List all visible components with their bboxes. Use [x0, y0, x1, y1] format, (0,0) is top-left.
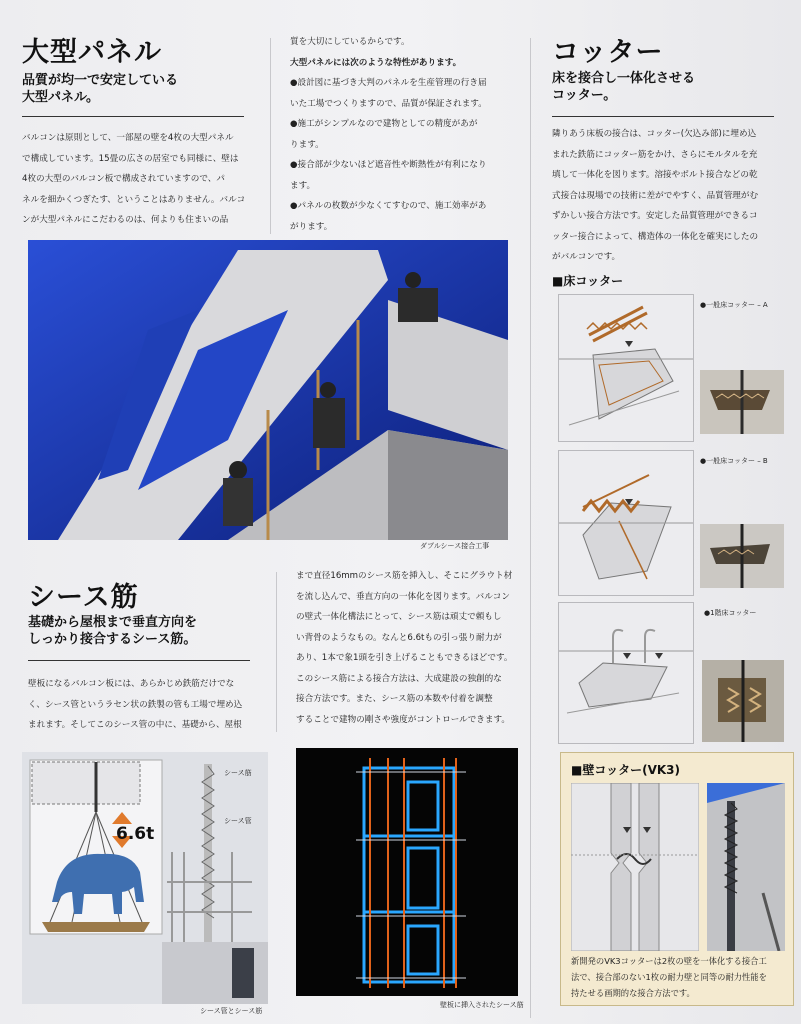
- section-title-panel: 大型パネル: [22, 37, 162, 68]
- floor-cotter-b-label: ●一般床コッター – B: [700, 457, 768, 465]
- column-divider: [270, 38, 271, 234]
- wall-cotter-diagram: [571, 783, 699, 951]
- wall-cotter-text: 新開発のVK3コッターは2枚の壁を一体化する接合工 法で、接合部のない1枚の耐力壁と同等の耐力性能を 持たせる画期的な接合方法です。: [571, 956, 767, 998]
- sheath-caption-left: シース管とシース筋: [200, 1007, 263, 1015]
- section-title-cotter: コッター: [552, 37, 664, 68]
- floor-cotter-b-photo: [700, 524, 784, 588]
- wall-cotter-panel: [560, 752, 794, 1006]
- divider: [28, 660, 250, 661]
- panel-features-text: 質を大切にしているからです。 大型パネルには次のような特性があります。 ●設計図に基づき大判のパネルを生産管理の行き届 いた工場でつくりますので、品質が保証されます。 ●施工がシンプルなので建物としての精度があが ります。 ●接合部が少ないほど遮音性や断熱性が有利になり ます。 ●パネルの枚数が少なくてすむので、施工効率があ がります。: [290, 37, 487, 232]
- section-subtitle-panel: 品質が均一で安定している 大型パネル。: [22, 73, 179, 105]
- divider: [552, 116, 774, 117]
- floor-cotter-a-diagram: [558, 294, 694, 442]
- divider: [22, 116, 244, 117]
- floor-cotter-1f-photo: [702, 660, 784, 742]
- section-title-sheath: シース筋: [28, 582, 139, 613]
- section-subtitle-cotter: 床を接合し一体化させる コッター。: [552, 71, 696, 103]
- column-divider: [530, 38, 531, 1018]
- wall-cotter-heading: ■壁コッター(VK3): [571, 763, 681, 777]
- column-divider: [276, 572, 277, 732]
- photo-caption: ダブルシース接合工事: [420, 542, 490, 550]
- construction-photo: [28, 240, 508, 540]
- floor-cotter-a-label: ●一般床コッター – A: [700, 301, 768, 309]
- floor-cotter-heading: ■床コッター: [552, 274, 624, 288]
- section-subtitle-sheath: 基礎から屋根まで垂直方向を しっかり接合するシース筋。: [28, 615, 198, 647]
- label-sheath-pipe: シース管: [224, 817, 252, 825]
- weight-label: 6.6t: [116, 824, 155, 844]
- floor-cotter-1f-diagram: [558, 602, 694, 744]
- sheath-illustration: [22, 752, 268, 1004]
- floor-cotter-1f-label: ●1階床コッター: [704, 609, 757, 617]
- floor-cotter-b-diagram: [558, 450, 694, 596]
- sheath-caption-right: 壁板に挿入されたシース筋: [440, 1001, 524, 1009]
- panel-body-text: バルコンは原則として、一部屋の壁を4枚の大型パネル で構成しています。15畳の広さの居室でも同様に、壁は 4枚の大型のバルコン板で構成されていますので、パ ネルを細かくつぎたす、ということはありません。バルコ ンが大型パネルにこだわるのは、何よりも住まいの品: [22, 133, 246, 225]
- sheath-body-text: 壁板になるバルコン板には、あらかじめ鉄筋だけでな く、シース管というラセン状の鉄製の管も工場で埋め込 まれます。そしてこのシース管の中に、基礎から、屋根: [28, 679, 243, 730]
- wall-cotter-photo: [707, 783, 785, 951]
- sheath-body-text-2: まで直径16mmのシース筋を挿入し、そこにグラウト材 を流し込んで、垂直方向の一体化を図ります。バルコン の壁式一体化構法にとって、シース筋は頑丈で頼もし い背骨のようなもの。なんと6.6tもの引っ張り耐力が あり、1本で象1頭を引き上げることもできるほどです。 このシース筋による接合方法は、大成建設の独創的な 接合方法です。また、シース筋の本数や付着を調整 することで建物の剛さや強度がコントロールできます。: [296, 571, 513, 725]
- floor-cotter-a-photo: [700, 370, 784, 434]
- sheath-wall-diagram: [296, 748, 518, 996]
- label-sheath-bar: シース筋: [224, 769, 252, 777]
- sheath-illustration-panel: [22, 752, 268, 1004]
- cotter-body-text: 隣りあう床板の接合は、コッター(欠込み部)に埋め込 まれた鉄筋にコッター筋をかけ、さらにモルタルを充 填して一体化を図ります。溶接やボルト接合などの乾 式接合は現場での技術に差がでやすく、品質管理がむ ずかしい接合方法です。安定した品質管理ができるコ ッター接合によって、構造体の一体化を確実にしたの がバルコンです。: [552, 129, 759, 262]
